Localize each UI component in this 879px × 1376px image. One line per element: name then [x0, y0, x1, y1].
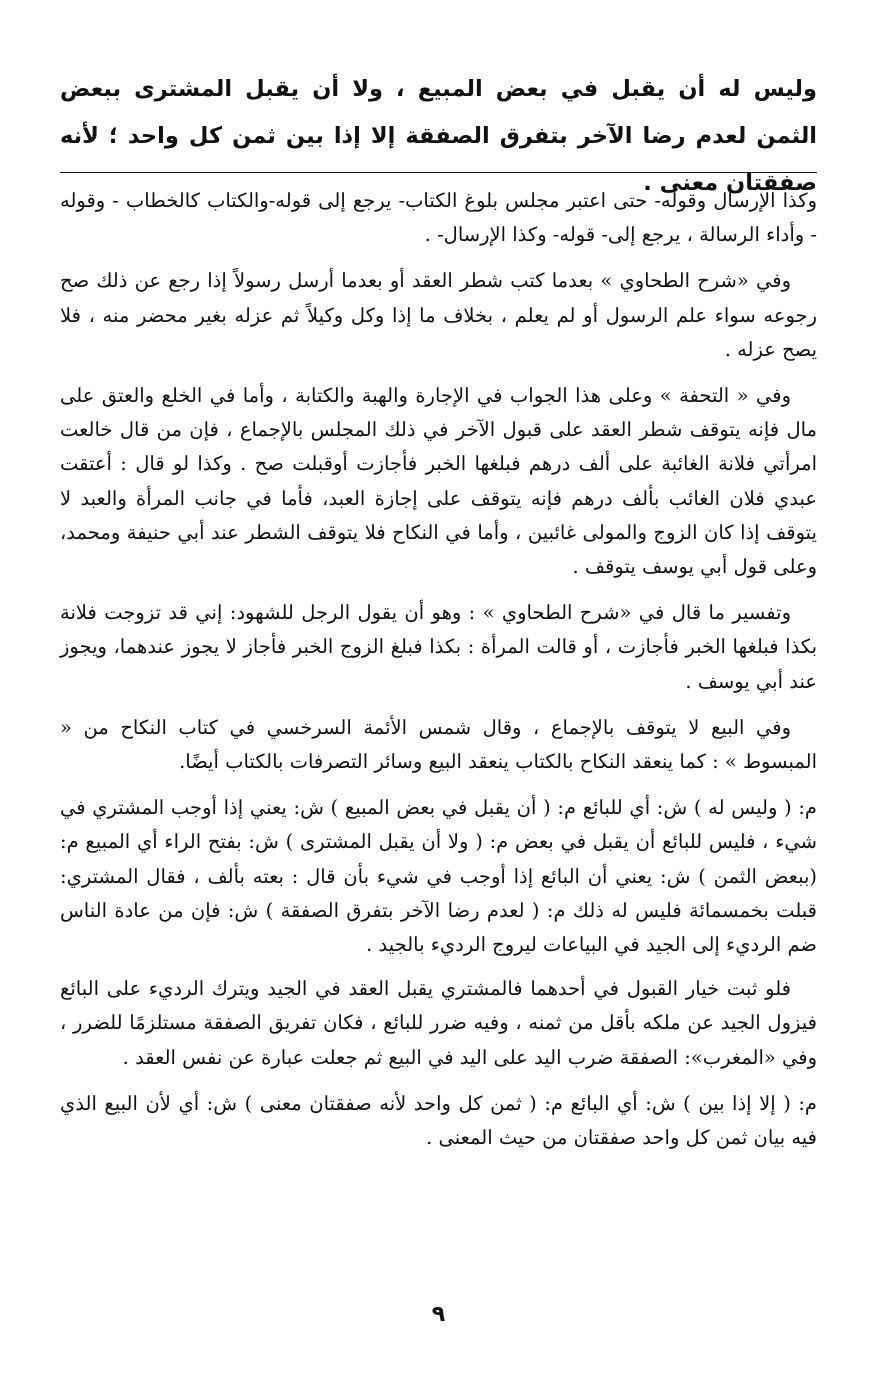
commentary-paragraph: وفي « التحفة » وعلى هذا الجواب في الإجارة والهبة والكتابة ، وأما في الخلع والعتق على مال فإنه يتوقف شطر العقد على قبول الآخر في ذلك المجلس بالإجماع ، فإن من قال خالعت امرأتي فلانة الغائبة على ألف درهم فبلغها الخبر فأجازت أوقبلت صح . وكذا لو قال : أعتقت عبدي فلان الغائب بألف درهم فإنه يتوقف على إجازة العبد، فأما في جانب المرأة والعبد لا يتوقف إذا كان الزوج والمولى غائبين ، وأما في النكاح فلا يتوقف الشطر عند أبي حنيفة ومحمد، وعلى قول أبي يوسف يتوقف .: [60, 384, 817, 579]
book-page: [60, 0, 817, 1376]
commentary-paragraph: وفي «شرح الطحاوي » بعدما كتب شطر العقد أو بعدما أرسل رسولاً إذا رجع عن ذلك صح رجوعه سواء علم الرسول أو لم يعلم ، بخلاف ما إذا وكل وكيلاً ثم عزله بغير محضر منه ، فلا يصح عزله .: [60, 269, 817, 361]
commentary-paragraph: وتفسير ما قال في «شرح الطحاوي » : وهو أن يقول الرجل للشهود: إني قد تزوجت فلانة بكذا فبلغها الخبر فأجازت ، أو قالت المرأة : بكذا فبلغ الزوج الخبر فأجاز لا يجوز عندهما، ويجوز عند أبي يوسف .: [60, 601, 817, 693]
commentary-paragraph: م: ( إلا إذا بين ) ش: أي البائع م: ( ثمن كل واحد لأنه صفقتان معنى ) ش: أي لأن البيع الذي فيه بيان ثمن كل واحد صفقتان من حيث المعنى .: [60, 1091, 817, 1150]
matn-text: وليس له أن يقبل في بعض المبيع ، ولا أن يقبل المشترى ببعض الثمن لعدم رضا الآخر بتفرق الصفقة إلا إذا بين ثمن كل واحد ؛ لأنه صفقتان معنى .: [60, 76, 817, 196]
commentary-paragraph: فلو ثبت خيار القبول في أحدهما فالمشتري يقبل العقد في الجيد ويترك الرديء على البائع فيزول الجيد عن ملكه بأقل من ثمنه ، وفيه ضرر للبائع ، فكان تفريق الصفقة مستلزمًا للضرر ، وفي «المغرب»: الصفقة ضرب اليد على اليد في البيع ثم جعلت عبارة عن نفس العقد .: [60, 977, 817, 1069]
commentary-section: [60, 184, 817, 1167]
commentary-paragraph: م: ( وليس له ) ش: أي للبائع م: ( أن يقبل في بعض المبيع ) ش: يعني إذا أوجب المشتري في شيء ، فليس للبائع أن يقبل في بعض م: ( ولا أن يقبل المشترى ) ش: بفتح الراء أي المبيع م: (ببعض الثمن ) ش: يعني أن البائع إذا أوجب في شيء بأن قال : بعته بألف ، فقال المشتري: قبلت بخمسمائة فليس له ذلك م: ( لعدم رضا الآخر بتفرق الصفقة ) ش: فإن من عادة الناس ضم الرديء إلى الجيد في البياعات ليروج الرديء بالجيد .: [60, 796, 817, 957]
commentary-paragraph: وفي البيع لا يتوقف بالإجماع ، وقال شمس الأئمة السرخسي في كتاب النكاح من « المبسوط » : كما ينعقد النكاح بالكتاب ينعقد البيع وسائر التصرفات بالكتاب أيضًا.: [60, 715, 817, 774]
commentary-paragraph: وكذا الإرسال وقوله- حتى اعتبر مجلس بلوغ الكتاب- يرجع إلى قوله-والكتاب كالخطاب - وقوله - وأداء الرسالة ، يرجع إلى- قوله- وكذا الإرسال- .: [60, 189, 817, 247]
page-number: ٩: [431, 1302, 446, 1327]
separator-rule: [60, 172, 817, 173]
